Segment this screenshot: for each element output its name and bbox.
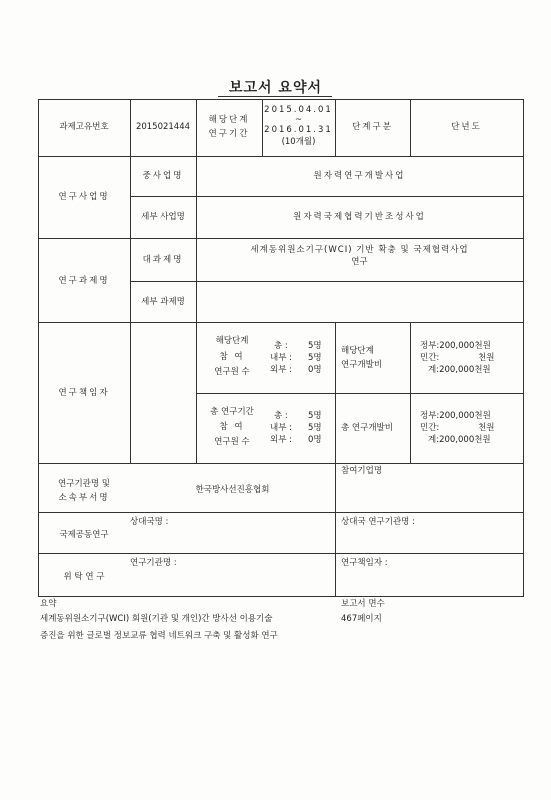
total-cost-label: 총 연구개발비 — [341, 423, 393, 433]
period-tilde: ~ — [294, 115, 303, 125]
stage-private-cost: 천원 — [478, 353, 495, 363]
summary-line-2: 증진을 위한 글로벌 정보교류 협력 네트워크 구축 및 활성화 연구 — [40, 631, 278, 641]
rule-cost-label-right — [410, 322, 411, 463]
rule-task-bottom — [38, 322, 524, 323]
org-label-2: 소속부서명 — [58, 493, 110, 503]
total-total-label: 총 : — [274, 411, 288, 421]
total-external-label: 외부 : — [270, 435, 292, 445]
rule-intl-bottom — [38, 553, 524, 554]
rule-commission-bottom — [38, 596, 524, 597]
total-people-label-1: 총 연구기간 — [210, 407, 254, 417]
summary-label: 요약 — [40, 599, 57, 609]
rule-label-col — [130, 99, 131, 463]
stage-total-label: 총 : — [274, 341, 288, 351]
rule-org-bottom — [38, 512, 524, 513]
stage-internal-value: 5명 — [308, 353, 322, 363]
business-label: 연구사업명 — [58, 192, 110, 202]
org-value: 한국방사선진흥협회 — [195, 485, 270, 495]
commission-org-label: 연구기관명 : — [130, 558, 177, 568]
intl-country-label: 상대국명 : — [130, 517, 169, 527]
total-private-cost: 천원 — [478, 423, 495, 433]
total-people-label-3: 연구원 수 — [214, 437, 250, 447]
rule-left — [38, 99, 39, 596]
rule-task-mid — [130, 281, 524, 282]
total-internal-value: 5명 — [308, 423, 322, 433]
stage-gov-cost: 정부:200,000천원 — [420, 341, 491, 351]
stage-external-label: 외부 : — [270, 365, 292, 375]
total-gov-cost: 정부:200,000천원 — [420, 411, 491, 421]
stage-cost-label-2: 연구개발비 — [341, 360, 383, 370]
title-underline — [218, 96, 332, 97]
rule-top — [38, 99, 524, 100]
stage-private-label: 민간: — [420, 353, 440, 363]
rule-researcher-bottom — [38, 463, 524, 464]
org-label-1: 연구기관명 및 — [58, 479, 110, 489]
stage-value: 단년도 — [451, 122, 482, 132]
stage-people-label-3: 연구원 수 — [214, 367, 250, 377]
task-main-value-2: 연구 — [351, 257, 368, 267]
project-id-value: 2015021444 — [135, 122, 191, 132]
total-sum-cost: 계:200,000천원 — [428, 435, 491, 445]
total-internal-label: 내부 : — [270, 423, 292, 433]
period-months: (10개월) — [281, 137, 316, 147]
rule-right — [523, 99, 524, 596]
stage-internal-label: 내부 : — [270, 353, 292, 363]
summary-line-1: 세계동위원소기구(WCI) 회원(기관 및 개인)간 방사선 이용기술 — [40, 614, 273, 624]
rule-cost-label-left — [335, 322, 336, 463]
task-main-label: 대과제명 — [142, 255, 184, 265]
total-people-label-2: 참 여 — [219, 422, 245, 432]
period-label-1: 해당단계 — [208, 115, 250, 125]
commission-label: 위 탁 연 구 — [63, 572, 105, 582]
period-start: 2015.04.01 — [264, 105, 333, 115]
business-main-label: 중사업명 — [142, 171, 184, 181]
rule-researcher-mid — [196, 393, 524, 394]
project-id-label: 과제고유번호 — [59, 122, 109, 132]
stage-total-value: 5명 — [308, 341, 322, 351]
stage-sum-cost: 계:200,000천원 — [428, 365, 491, 375]
total-private-label: 민간: — [420, 423, 440, 433]
business-sub-value: 원자력국제협력기반조성사업 — [293, 212, 426, 222]
period-end: 2016.01.31 — [264, 125, 333, 135]
task-label: 연구과제명 — [58, 276, 110, 286]
page-title: 보고서 요약서 — [228, 80, 323, 96]
intl-label: 국제공동연구 — [59, 530, 109, 540]
intl-org-label: 상대국 연구기관명 : — [341, 517, 415, 527]
rule-business-bottom — [38, 238, 524, 239]
total-external-value: 0명 — [308, 435, 322, 445]
stage-people-label-2: 참 여 — [219, 352, 245, 362]
total-total-value: 5명 — [308, 411, 322, 421]
rule-business-mid — [130, 196, 524, 197]
commission-lead-label: 연구책임자 : — [341, 558, 388, 568]
pages-label: 보고서 면수 — [341, 599, 385, 609]
stage-cost-label-1: 해당단계 — [341, 346, 374, 356]
period-label-2: 연구기간 — [208, 129, 250, 139]
rule-row1-bottom — [38, 156, 524, 157]
stage-external-value: 0명 — [308, 365, 322, 375]
business-sub-label: 세부 사업명 — [141, 212, 185, 222]
pages-value: 467페이지 — [341, 614, 382, 624]
partner-label: 참여기업명 — [341, 466, 383, 476]
business-main-value: 원자력연구개발사업 — [313, 171, 406, 181]
stage-people-label-1: 해당단계 — [215, 336, 249, 346]
task-main-value-1: 세계동위원소기구(WCI) 기반 확충 및 국제협력사업 — [250, 245, 469, 255]
rule-org-partner — [335, 463, 336, 596]
task-sub-label: 세부 과제명 — [141, 297, 185, 307]
researcher-label: 연구책임자 — [58, 388, 110, 398]
stage-label: 단계구분 — [352, 122, 393, 132]
